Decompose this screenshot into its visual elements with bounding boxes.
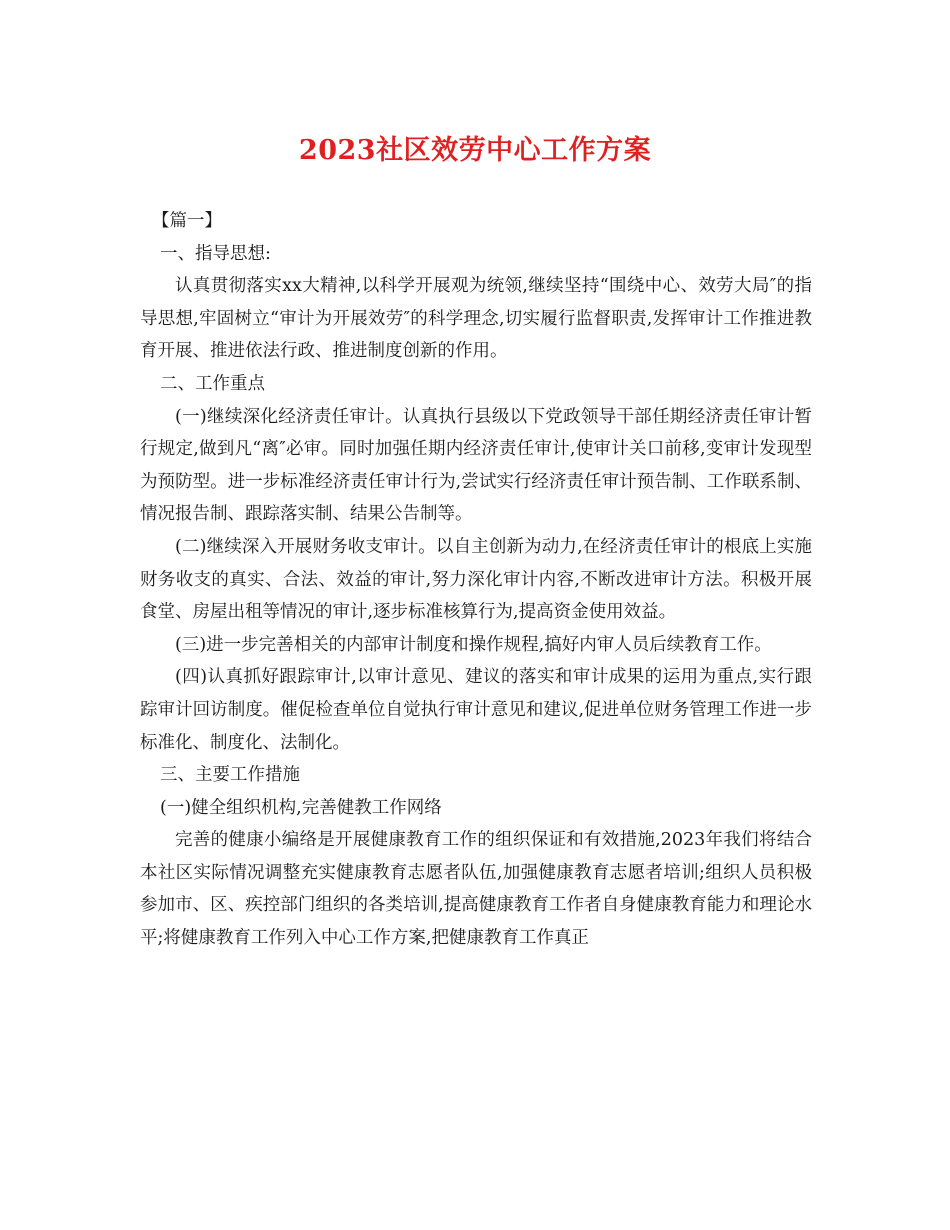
paragraph: (一)继续深化经济责任审计。认真执行县级以下党政领导干部任期经济责任审计暂行规定,做到凡“离″必审。同时加强任期内经济责任审计,使审计关口前移,变审计发现型为预防型。进一步标准经济责任审计行为,尝试实行经济责任审计预告制、工作联系制、情况报告制、跟踪落实制、结果公告制等。 (140, 406, 812, 525)
paragraph: (三)进一步完善相关的内部审计制度和操作规程,搞好内审人员后续教育工作。 (175, 634, 772, 655)
section-heading-work-focus: 二、工作重点 (160, 373, 265, 394)
paragraph: 完善的健康小编络是开展健康教育工作的组织保证和有效措施,2023年我们将结合本社区实际情况调整充实健康教育志愿者队伍,加强健康教育志愿者培训;组织人员积极参加市、区、疾控部门组织的各类培训,提高健康教育工作者自身健康教育能力和理论水平;将健康教育工作列入中心工作方案,把健康教育工作真正 (140, 830, 812, 949)
document-body (140, 205, 812, 955)
subsection-heading: (一)健全组织机构,完善健教工作网络 (160, 797, 442, 818)
section-heading-guiding-ideology: 一、指导思想: (160, 243, 271, 264)
paragraph: (四)认真抓好跟踪审计,以审计意见、建议的落实和审计成果的运用为重点,实行跟踪审计回访制度。催促检查单位自觉执行审计意见和建议,促进单位财务管理工作进一步标准化、制度化、法制化。 (140, 667, 812, 753)
section-heading-main-measures: 三、主要工作措施 (160, 765, 300, 786)
paragraph: 认真贯彻落实xx大精神,以科学开展观为统领,继续坚持“围绕中心、效劳大局″的指导思想,牢固树立“审计为开展效劳″的科学理念,切实履行监督职责,发挥审计工作推进教育开展、推进依法行政、推进制度创新的作用。 (140, 276, 812, 362)
part-label: 【篇一】 (152, 211, 222, 231)
paragraph: (二)继续深入开展财务收支审计。以自主创新为动力,在经济责任审计的根底上实施财务收支的真实、合法、效益的审计,努力深化审计内容,不断改进审计方法。积极开展食堂、房屋出租等情况的审计,逐步标准核算行为,提高资金使用效益。 (140, 536, 812, 623)
document-title: 2023社区效劳中心工作方案 (298, 135, 652, 166)
